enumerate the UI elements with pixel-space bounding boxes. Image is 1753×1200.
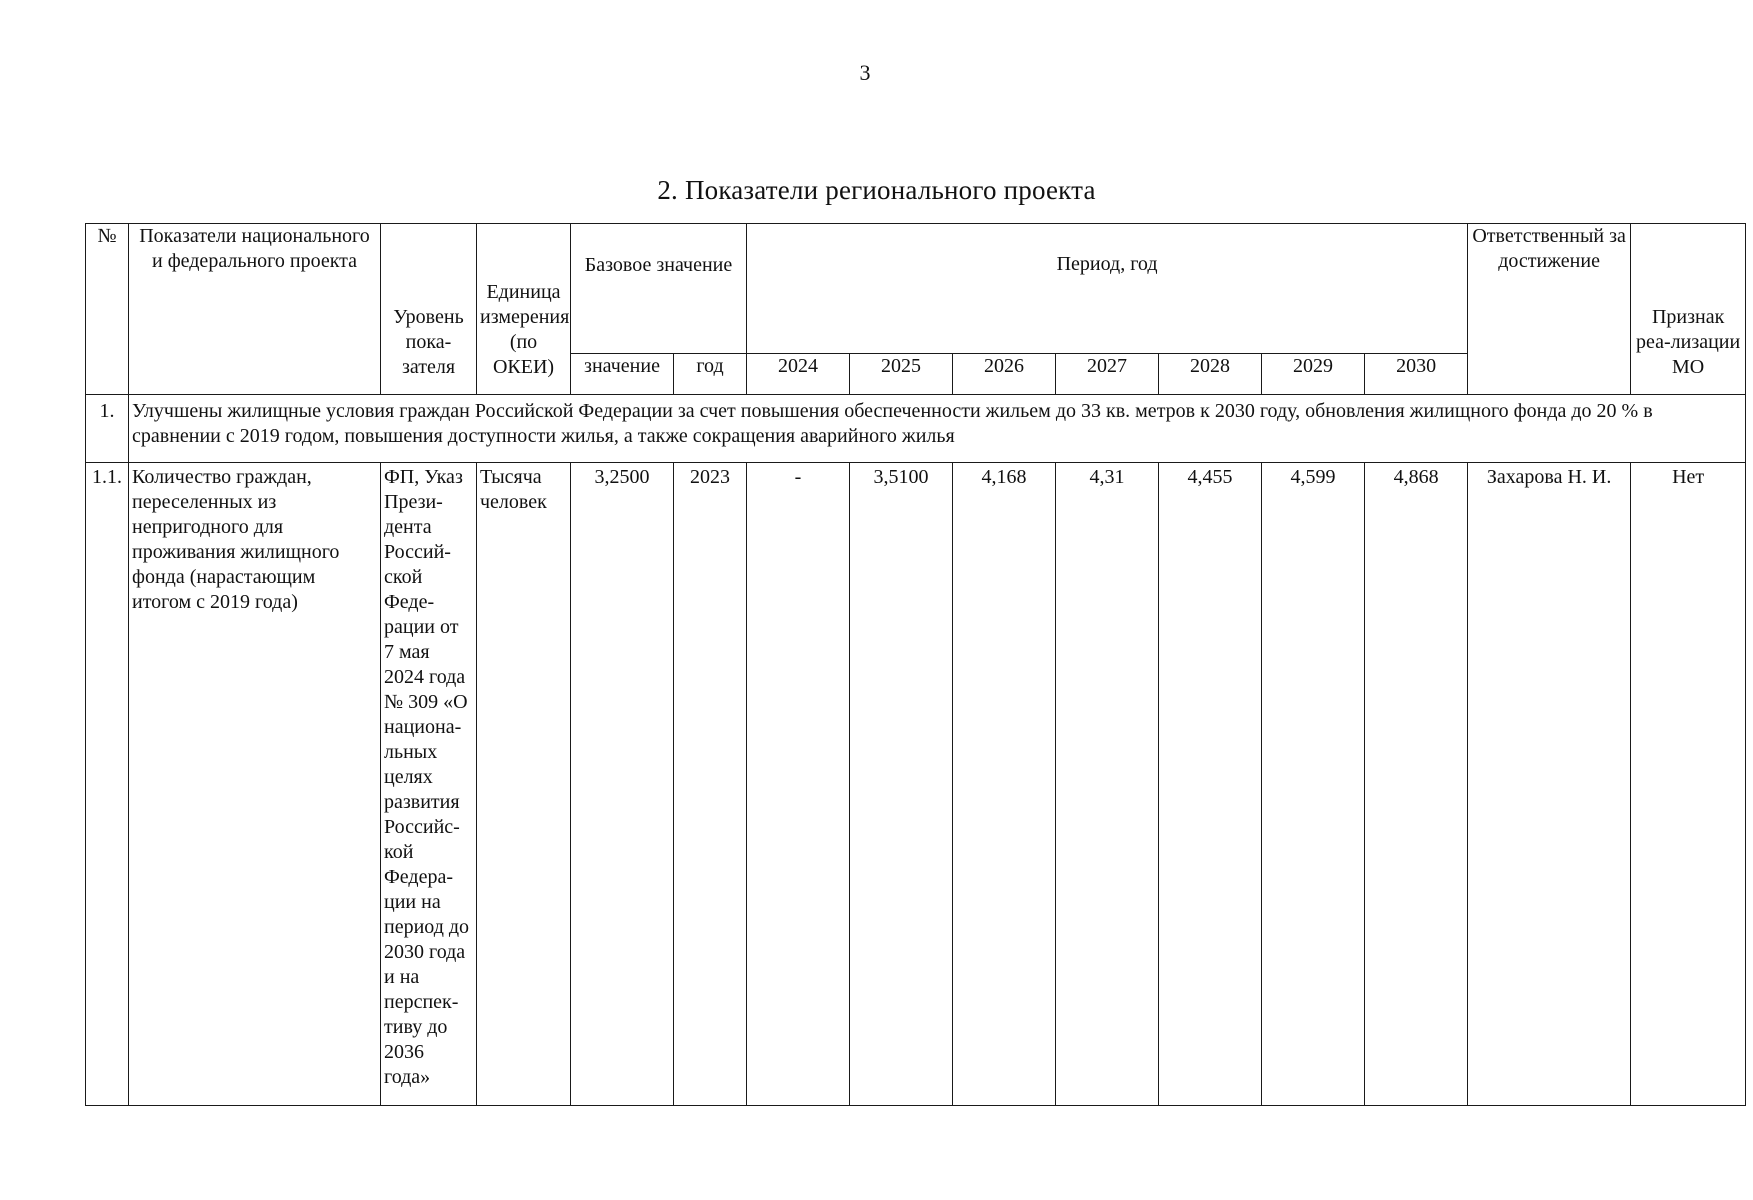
goal-text: Улучшены жилищные условия граждан Российской Федерации за счет повышения обеспеченности жильем до 33 кв. метров к 2030 году, обновления жилищного фонда до 20 % в сравнении с 2019 годом, повышения доступности жилья, а также сокращения аварийного жилья [129, 395, 1746, 463]
header-row-top [86, 224, 1746, 354]
header-level: Уровень пока-зателя [381, 224, 477, 395]
row-value-2026: 4,168 [953, 463, 1056, 1106]
row-base-year: 2023 [674, 463, 747, 1106]
row-base-value: 3,2500 [571, 463, 674, 1106]
row-indicator: Количество граждан, переселенных из непригодного для проживания жилищного фонда (нарастающим итогом с 2019 года) [129, 463, 381, 1106]
header-year-2028: 2028 [1159, 354, 1262, 395]
header-base-value-year: год [674, 354, 747, 395]
header-indicator: Показатели национального и федерального проекта [129, 224, 381, 395]
goal-number: 1. [86, 395, 129, 463]
header-year-2024: 2024 [747, 354, 850, 395]
row-responsible: Захарова Н. И. [1468, 463, 1631, 1106]
indicators-table [85, 223, 1746, 1106]
row-value-2027: 4,31 [1056, 463, 1159, 1106]
row-value-2025: 3,5100 [850, 463, 953, 1106]
row-unit: Тысяча человек [477, 463, 571, 1106]
row-value-2030: 4,868 [1365, 463, 1468, 1106]
header-mo-flag: Признак реа-лизации МО [1631, 224, 1746, 395]
header-base-value-value: значение [571, 354, 674, 395]
header-unit: Единица измерения (по ОКЕИ) [477, 224, 571, 395]
indicators-table-container [85, 223, 1741, 1088]
header-year-2025: 2025 [850, 354, 953, 395]
header-year-2027: 2027 [1056, 354, 1159, 395]
row-level: ФП, Указ Прези-дента Россий-ской Феде-рации от 7 мая 2024 года № 309 «О национа-льных целях развития Российс-кой Федера-ции на период до 2030 года и на перспек-тиву до 2036 года» [381, 463, 477, 1106]
header-year-2029: 2029 [1262, 354, 1365, 395]
row-value-2029: 4,599 [1262, 463, 1365, 1106]
row-mo-flag: Нет [1631, 463, 1746, 1106]
row-number: 1.1. [86, 463, 129, 1106]
goal-row [86, 395, 1746, 463]
header-number: № [86, 224, 129, 395]
table-row [86, 463, 1746, 1106]
header-year-2030: 2030 [1365, 354, 1468, 395]
header-base-value: Базовое значение [571, 224, 747, 354]
row-value-2024: - [747, 463, 850, 1106]
page-number: 3 [859, 60, 871, 85]
header-year-2026: 2026 [953, 354, 1056, 395]
header-period: Период, год [747, 224, 1468, 354]
section-title: 2. Показатели регионального проекта [657, 175, 1096, 205]
header-responsible: Ответственный за достижение [1468, 224, 1631, 395]
row-value-2028: 4,455 [1159, 463, 1262, 1106]
